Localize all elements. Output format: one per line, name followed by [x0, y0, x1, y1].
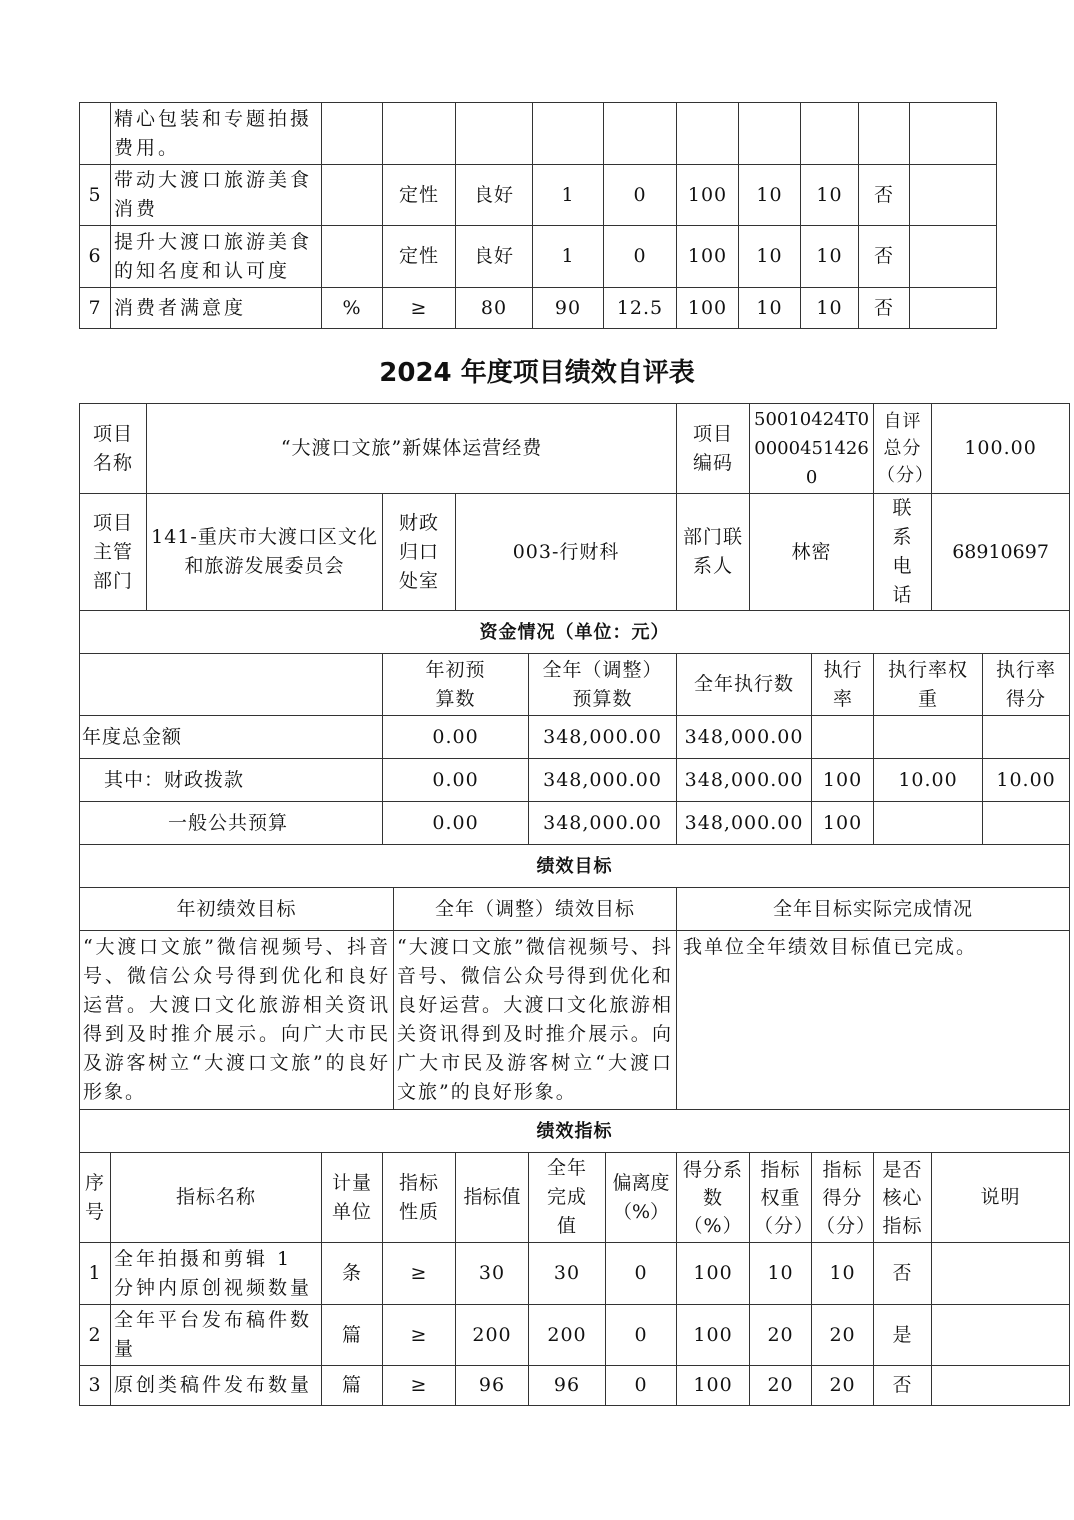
indicator-note [910, 226, 997, 288]
indicator-name: 提升大渡口旅游美食的知名度和认可度 [111, 226, 322, 288]
indicator-core: 否 [874, 1243, 932, 1305]
indicator-core: 否 [874, 1366, 932, 1406]
funds-col-weight: 执行率权重 [874, 654, 983, 716]
indicator-nature: ≥ [383, 1366, 456, 1406]
indicator-score: 20 [812, 1366, 874, 1406]
goals-actual: 我单位全年绩效目标值已完成。 [677, 931, 1070, 1110]
self-score-label: 自评总分（分） [874, 404, 932, 494]
indicator-actual: 200 [529, 1305, 606, 1366]
indicator-row [80, 1243, 1070, 1305]
indicator-score: 10 [812, 1243, 874, 1305]
indicator-deviation: 12.5 [604, 288, 677, 329]
finance-office-label: 财政归口处室 [383, 494, 456, 611]
indicator-coef: 100 [677, 165, 739, 226]
indicator-unit [322, 165, 383, 226]
funds-row-label: 年度总金额 [80, 716, 383, 759]
indicator-target: 30 [456, 1243, 529, 1305]
prev-indicators-table [79, 102, 997, 329]
dept: 141-重庆市大渡口区文化和旅游发展委员会 [147, 494, 383, 611]
indicator-actual: 1 [533, 165, 604, 226]
indicator-actual: 1 [533, 226, 604, 288]
funds-col-rate: 执行率 [812, 654, 874, 716]
indicator-name: 全年拍摄和剪辑 1 分钟内原创视频数量 [111, 1243, 322, 1305]
funds-row [80, 759, 1070, 802]
funds-row-label: 其中：财政拨款 [80, 759, 383, 802]
indicator-no: 5 [80, 165, 111, 226]
funds-row-executed: 348,000.00 [677, 716, 812, 759]
indicator-row [80, 288, 997, 329]
indicator-row [80, 165, 997, 226]
indicator-coef: 100 [677, 1243, 750, 1305]
ind-col-coef: 得分系数（%） [677, 1153, 750, 1243]
page-title: 2024 年度项目绩效自评表 [379, 358, 695, 388]
goals-col-actual: 全年目标实际完成情况 [677, 888, 1070, 931]
indicator-name: 带动大渡口旅游美食消费 [111, 165, 322, 226]
indicator-name: 全年平台发布稿件数量 [111, 1305, 322, 1366]
contact-label: 部门联系人 [677, 494, 750, 611]
indicator-weight: 20 [750, 1305, 812, 1366]
indicator-weight: 10 [739, 226, 801, 288]
funds-row-adjusted: 348,000.00 [529, 716, 677, 759]
funds-row-initial: 0.00 [383, 716, 529, 759]
indicator-nature: ≥ [383, 1305, 456, 1366]
ind-col-actual: 全年完成值 [529, 1153, 606, 1243]
ind-col-target: 指标值 [456, 1153, 529, 1243]
indicator-nature [383, 103, 456, 165]
funds-row-rate: 100 [812, 759, 874, 802]
funds-row-score: 10.00 [983, 759, 1070, 802]
phone-label: 联系电话 [874, 494, 932, 611]
funds-row-label: 一般公共预算 [80, 802, 383, 845]
phone: 68910697 [932, 494, 1070, 611]
indicator-coef: 100 [677, 1366, 750, 1406]
ind-col-note: 说明 [932, 1153, 1070, 1243]
indicator-nature: 定性 [383, 226, 456, 288]
indicator-weight: 10 [750, 1243, 812, 1305]
indicator-no: 3 [80, 1366, 111, 1406]
self-evaluation-table [79, 403, 1070, 1406]
indicator-core: 是 [874, 1305, 932, 1366]
ind-col-deviation: 偏离度（%） [606, 1153, 677, 1243]
indicator-nature: ≥ [383, 1243, 456, 1305]
ind-col-score: 指标得分（分） [812, 1153, 874, 1243]
goals-section-title: 绩效目标 [80, 845, 1070, 888]
indicator-target: 良好 [456, 226, 533, 288]
indicator-actual: 96 [529, 1366, 606, 1406]
indicator-core: 否 [859, 288, 910, 329]
funds-col-blank [80, 654, 383, 716]
indicator-score: 10 [801, 288, 859, 329]
project-name-label: 项目名称 [80, 404, 147, 494]
indicator-score [801, 103, 859, 165]
funds-row-weight [874, 802, 983, 845]
indicator-note [932, 1366, 1070, 1406]
indicator-unit [322, 103, 383, 165]
funds-col-initial: 年初预算数 [383, 654, 529, 716]
indicator-name: 原创类稿件发布数量 [111, 1366, 322, 1406]
funds-row-score [983, 802, 1070, 845]
dept-label: 项目主管部门 [80, 494, 147, 611]
ind-col-name: 指标名称 [111, 1153, 322, 1243]
indicator-target: 良好 [456, 165, 533, 226]
indicator-no: 6 [80, 226, 111, 288]
indicator-no: 2 [80, 1305, 111, 1366]
indicator-score: 10 [801, 165, 859, 226]
indicator-no [80, 103, 111, 165]
funds-row-adjusted: 348,000.00 [529, 802, 677, 845]
finance-office: 003-行财科 [456, 494, 677, 611]
indicator-unit: 篇 [322, 1305, 383, 1366]
indicator-deviation: 0 [604, 226, 677, 288]
indicator-coef: 100 [677, 1305, 750, 1366]
ind-col-core: 是否核心指标 [874, 1153, 932, 1243]
indicator-note [910, 288, 997, 329]
indicator-core [859, 103, 910, 165]
funds-row [80, 802, 1070, 845]
indicator-row [80, 1366, 1070, 1406]
project-code: 50010424T000004514260 [750, 404, 874, 494]
funds-row-weight [874, 716, 983, 759]
indicator-no: 1 [80, 1243, 111, 1305]
indicator-actual: 30 [529, 1243, 606, 1305]
indicator-weight: 20 [750, 1366, 812, 1406]
funds-row [80, 716, 1070, 759]
funds-row-initial: 0.00 [383, 759, 529, 802]
goals-adjusted: “大渡口文旅”微信视频号、抖音号、微信公众号得到优化和良好运营。大渡口文化旅游相关资讯得到及时推介展示。向广大市民及游客树立“大渡口文旅”的良好形象。 [394, 931, 677, 1110]
ind-col-nature: 指标性质 [383, 1153, 456, 1243]
indicator-coef: 100 [677, 288, 739, 329]
indicator-deviation [604, 103, 677, 165]
indicator-unit [322, 226, 383, 288]
indicator-core: 否 [859, 165, 910, 226]
funds-row-executed: 348,000.00 [677, 802, 812, 845]
indicator-note [932, 1305, 1070, 1366]
funds-row-initial: 0.00 [383, 802, 529, 845]
indicator-note [932, 1243, 1070, 1305]
indicator-deviation: 0 [606, 1366, 677, 1406]
indicator-nature: 定性 [383, 165, 456, 226]
indicator-name: 精心包装和专题拍摄费用。 [111, 103, 322, 165]
indicator-target: 200 [456, 1305, 529, 1366]
ind-col-no: 序号 [80, 1153, 111, 1243]
indicator-note [910, 103, 997, 165]
indicator-unit: 条 [322, 1243, 383, 1305]
indicator-weight: 10 [739, 288, 801, 329]
self-score: 100.00 [932, 404, 1070, 494]
indicator-deviation: 0 [606, 1305, 677, 1366]
goals-col-initial: 年初绩效目标 [80, 888, 394, 931]
indicator-weight: 10 [739, 165, 801, 226]
ind-col-weight: 指标权重（分） [750, 1153, 812, 1243]
indicator-core: 否 [859, 226, 910, 288]
indicator-name: 消费者满意度 [111, 288, 322, 329]
indicator-actual: 90 [533, 288, 604, 329]
funds-row-rate: 100 [812, 802, 874, 845]
indicator-unit: 篇 [322, 1366, 383, 1406]
project-name: “大渡口文旅”新媒体运营经费 [147, 404, 677, 494]
contact: 林密 [750, 494, 874, 611]
funds-col-adjusted: 全年（调整）预算数 [529, 654, 677, 716]
indicator-target [456, 103, 533, 165]
project-code-label: 项目编码 [677, 404, 750, 494]
indicator-score: 10 [801, 226, 859, 288]
funds-row-score [983, 716, 1070, 759]
ind-col-unit: 计量单位 [322, 1153, 383, 1243]
indicator-deviation: 0 [604, 165, 677, 226]
indicator-row [80, 226, 997, 288]
goals-col-adjusted: 全年（调整）绩效目标 [394, 888, 677, 931]
indicator-coef [677, 103, 739, 165]
funds-section-title: 资金情况（单位：元） [80, 611, 1070, 654]
indicator-coef: 100 [677, 226, 739, 288]
funds-row-weight: 10.00 [874, 759, 983, 802]
funds-col-score: 执行率得分 [983, 654, 1070, 716]
indicator-deviation: 0 [606, 1243, 677, 1305]
indicator-weight [739, 103, 801, 165]
indicator-score: 20 [812, 1305, 874, 1366]
indicators-section-title: 绩效指标 [80, 1110, 1070, 1153]
funds-row-adjusted: 348,000.00 [529, 759, 677, 802]
indicator-unit: % [322, 288, 383, 329]
indicator-nature: ≥ [383, 288, 456, 329]
goals-initial: “大渡口文旅”微信视频号、抖音号、微信公众号得到优化和良好运营。大渡口文化旅游相关资讯得到及时推介展示。向广大市民及游客树立“大渡口文旅”的良好形象。 [80, 931, 394, 1110]
indicator-row [80, 1305, 1070, 1366]
indicator-target: 80 [456, 288, 533, 329]
funds-col-executed: 全年执行数 [677, 654, 812, 716]
indicator-actual [533, 103, 604, 165]
funds-row-rate [812, 716, 874, 759]
funds-row-executed: 348,000.00 [677, 759, 812, 802]
indicator-no: 7 [80, 288, 111, 329]
indicator-target: 96 [456, 1366, 529, 1406]
indicator-row [80, 103, 997, 165]
indicator-note [910, 165, 997, 226]
